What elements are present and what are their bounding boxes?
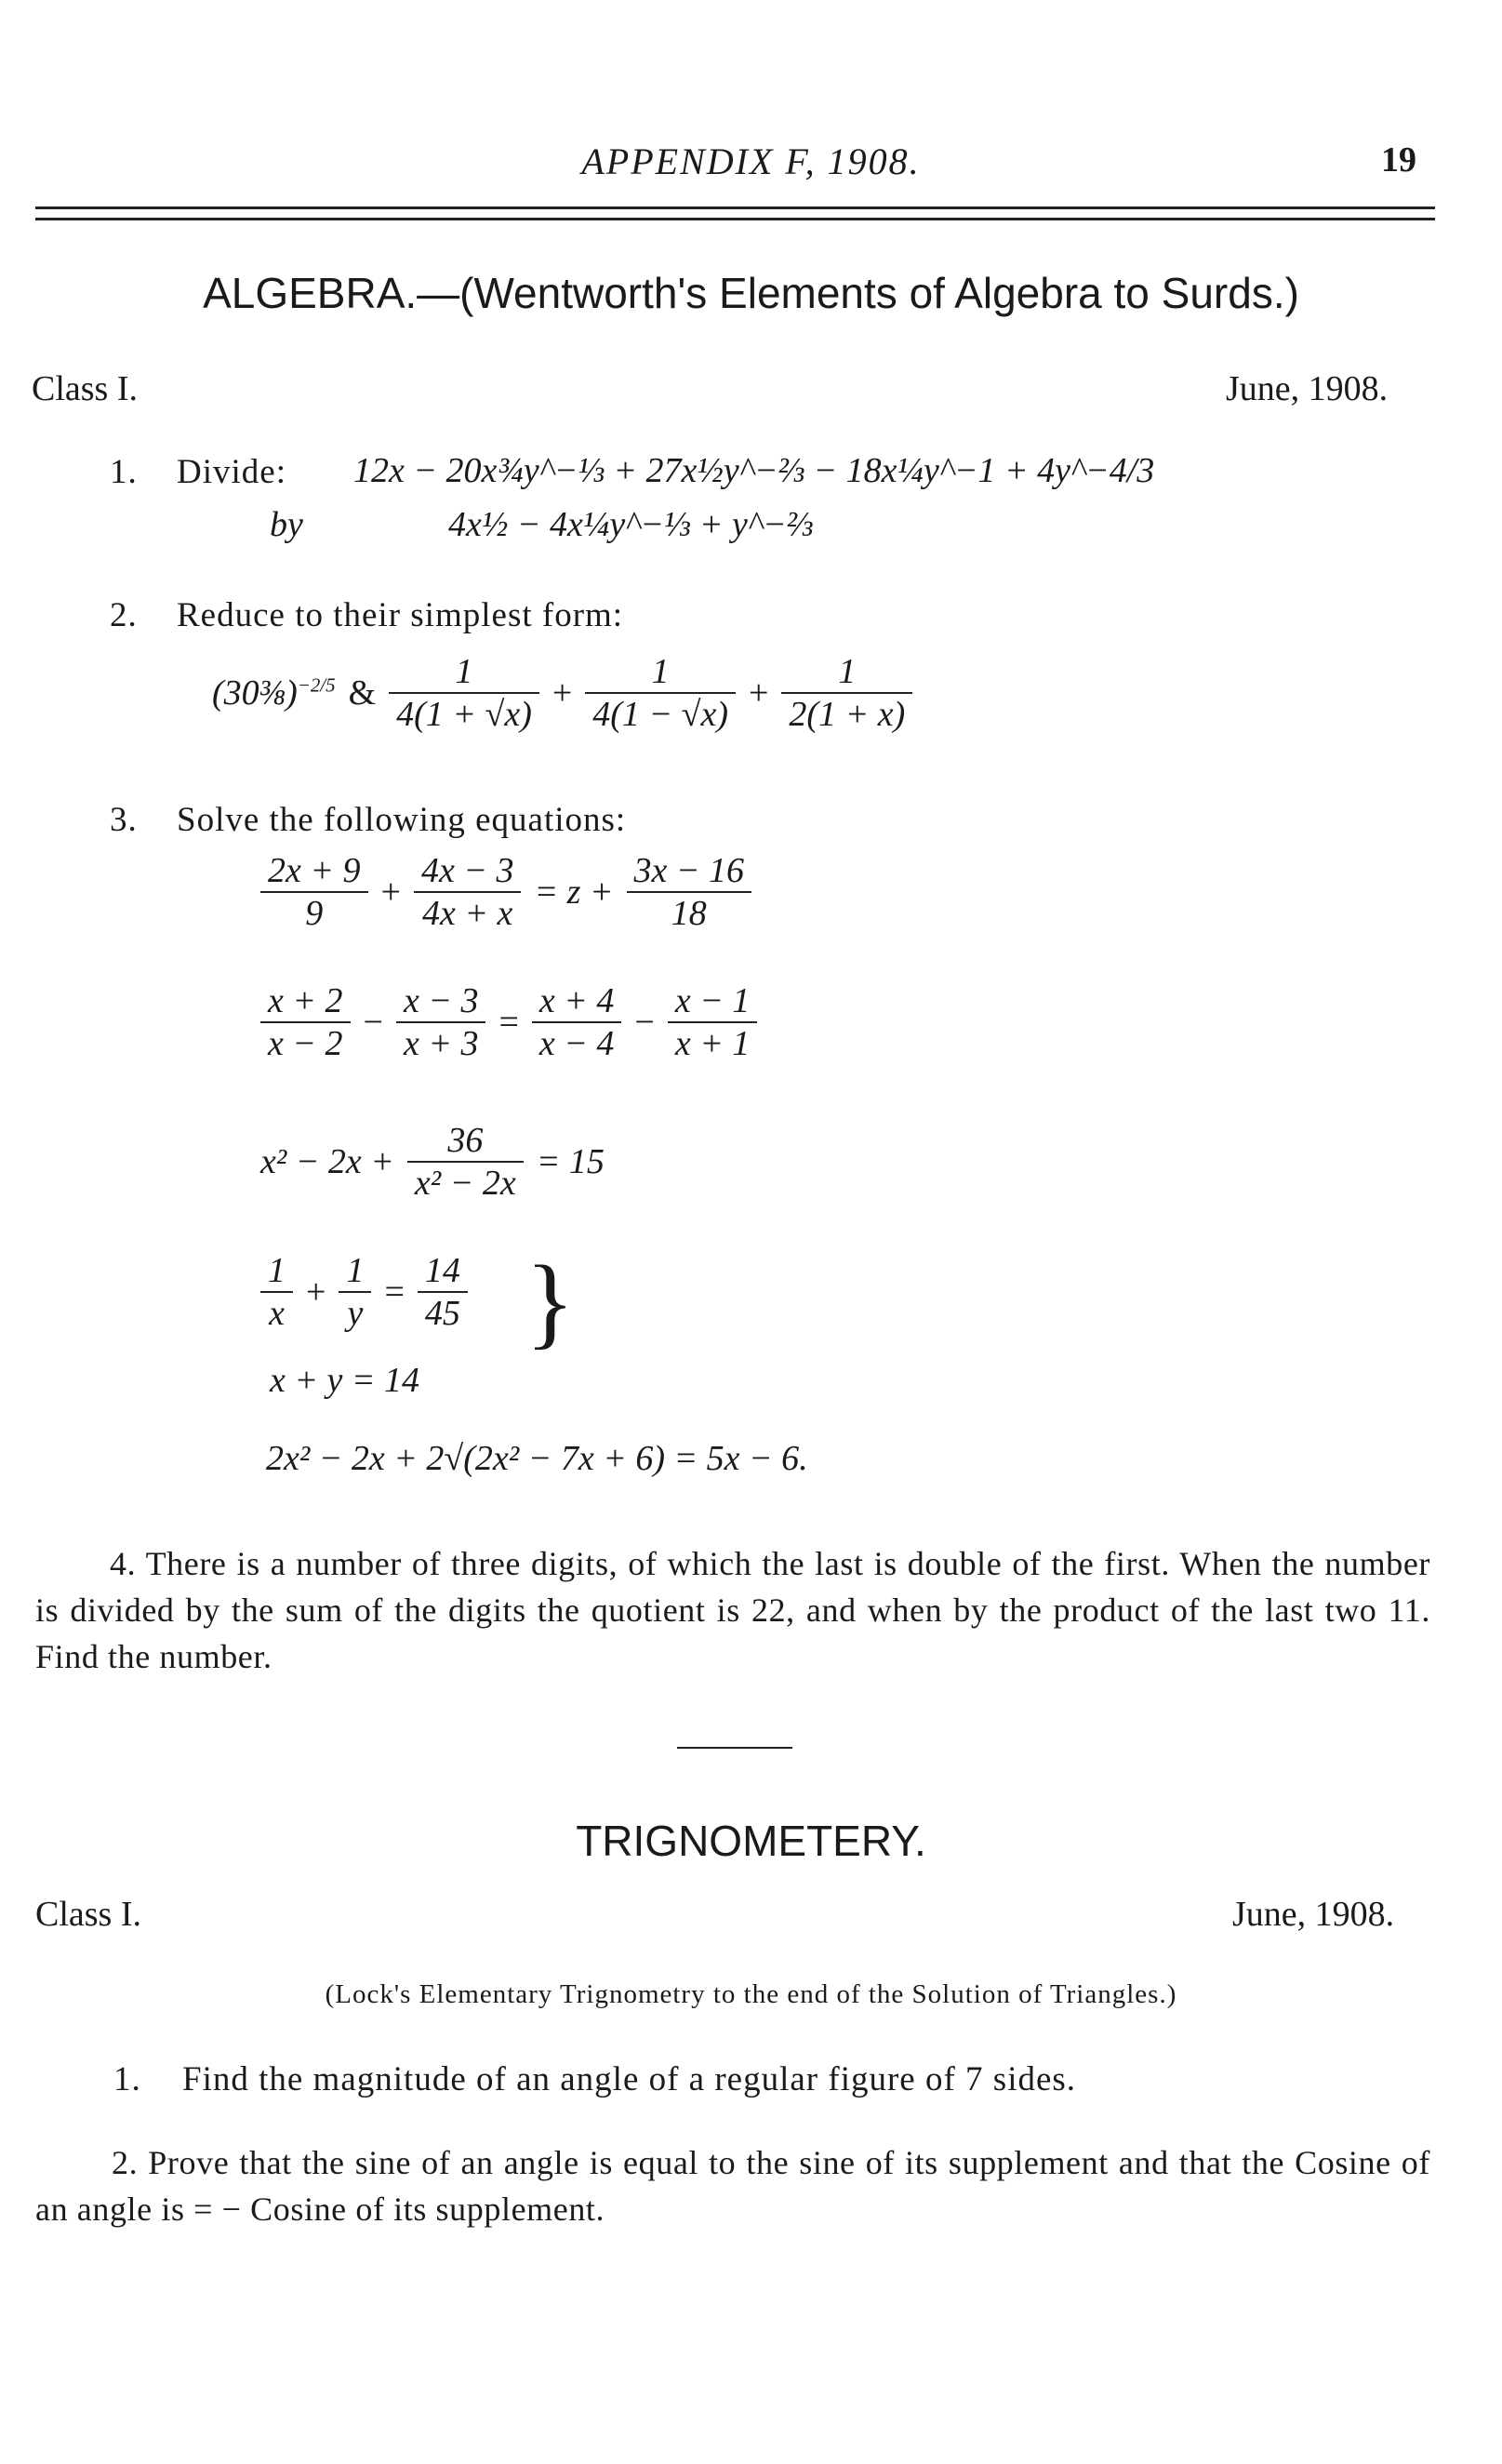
eq1-fraction-1: $\frac{2x + 9}{9}$	[260, 850, 368, 934]
q2-fraction-3: $\frac{1}{2(1 + x)}$	[781, 651, 912, 735]
q1-divisor: 4x½ − 4x¼y^−⅓ + y^−⅔	[448, 505, 814, 544]
algebra-class-label: Class I.	[32, 369, 138, 408]
eq2-minus-1: −	[363, 1003, 383, 1042]
algebra-date: June, 1908.	[1226, 369, 1389, 408]
q3-equation-1	[260, 850, 751, 934]
q4-paragraph	[35, 1540, 1430, 1680]
eq4-right-brace: }	[525, 1245, 575, 1358]
q3-equation-2	[260, 980, 757, 1064]
section-separator	[677, 1747, 792, 1749]
q3-equation-5: 2x² − 2x + 2√(2x² − 7x + 6) = 5x − 6.	[266, 1439, 808, 1478]
eq4-fraction-2: $\frac{1}{y}$	[339, 1250, 371, 1334]
eq3-lhs: x² − 2x +	[260, 1142, 394, 1181]
header-rule-top	[35, 206, 1435, 209]
q1-by: by	[270, 505, 303, 544]
eq4-equals: =	[384, 1272, 405, 1312]
eq3-fraction: $\frac{36}{\text{x² − 2x}}$	[407, 1120, 524, 1204]
trig-q2-paragraph	[35, 2139, 1430, 2232]
eq4-fraction-1: $\frac{1}{x}$	[260, 1250, 293, 1334]
page-number: 19	[1381, 140, 1416, 180]
trig-date: June, 1908.	[1232, 1895, 1395, 1934]
trig-q1-text: Find the magnitude of an angle of a regular figure of 7 sides.	[182, 2060, 1077, 2098]
q1-dividend: 12x − 20x¾y^−⅓ + 27x½y^−⅔ − 18x¼y^−1 + 4y^−4/3	[353, 451, 1155, 490]
q2-fraction-2: $\frac{1}{4(1 - √x)}$	[585, 651, 736, 735]
eq1-plus: +	[380, 872, 401, 912]
q1-number: 1.	[110, 453, 138, 491]
eq2-minus-2: −	[634, 1003, 655, 1042]
eq1-fraction-3: $\frac{3x - 16}{18}$	[627, 850, 752, 934]
q4-number: 4.	[110, 1545, 137, 1582]
eq3-rhs: = 15	[536, 1142, 605, 1181]
header-rule-bottom	[35, 218, 1435, 220]
trig-q1-number: 1.	[113, 2060, 141, 2098]
eq2-fraction-2: $\frac{x - 3}{x + 3}$	[396, 980, 486, 1064]
q2-expr1: (30⅜)$^{-2/5}$	[212, 673, 336, 713]
q2-fraction-1: $\frac{1}{4(1 + √x)}$	[389, 651, 539, 735]
eq4-line-2: x + y = 14	[270, 1361, 420, 1400]
running-head: APPENDIX F, 1908.	[581, 140, 921, 182]
q2-expression	[212, 651, 912, 735]
q2-label: Reduce to their simplest form:	[177, 596, 624, 634]
trig-class-label: Class I.	[35, 1895, 141, 1934]
q4-text: There is a number of three digits, of which the last is double of the first. When the number is divided by the sum of the digits the quotient is 22, and when by the product of the last two 11. Find the number.	[35, 1545, 1430, 1675]
q2-number: 2.	[110, 596, 138, 634]
q2-plus-1: +	[552, 673, 573, 713]
algebra-title: ALGEBRA.—(Wentworth's Elements of Algebra to Surds.)	[203, 269, 1299, 317]
q3-number: 3.	[110, 801, 138, 839]
eq2-fraction-4: $\frac{x - 1}{x + 1}$	[668, 980, 758, 1064]
eq4-fraction-3: $\frac{14}{45}$	[418, 1250, 468, 1334]
q3-label: Solve the following equations:	[177, 801, 627, 839]
q3-equation-3	[260, 1120, 605, 1204]
trig-q2-text: Prove that the sine of an angle is equal to the sine of its supplement and that the Cosine of an angle is = − Cosine of its supplement.	[35, 2144, 1430, 2228]
eq4-plus: +	[306, 1272, 326, 1312]
eq2-equals: =	[498, 1003, 519, 1042]
eq1-mid: = z +	[534, 872, 614, 912]
q2-ampersand: &	[348, 673, 377, 713]
trig-source-note: (Lock's Elementary Trignometry to the end of the Solution of Triangles.)	[325, 1979, 1177, 2009]
eq2-fraction-1: $\frac{x + 2}{x - 2}$	[260, 980, 351, 1064]
eq1-fraction-2: $\frac{4x - 3}{4x + x}$	[414, 850, 522, 934]
trig-q2-number: 2.	[112, 2144, 139, 2181]
trig-title: TRIGNOMETERY.	[576, 1817, 926, 1865]
q2-plus-2: +	[748, 673, 769, 713]
eq2-fraction-3: $\frac{x + 4}{x - 4}$	[532, 980, 622, 1064]
q1-label: Divide:	[177, 453, 286, 491]
